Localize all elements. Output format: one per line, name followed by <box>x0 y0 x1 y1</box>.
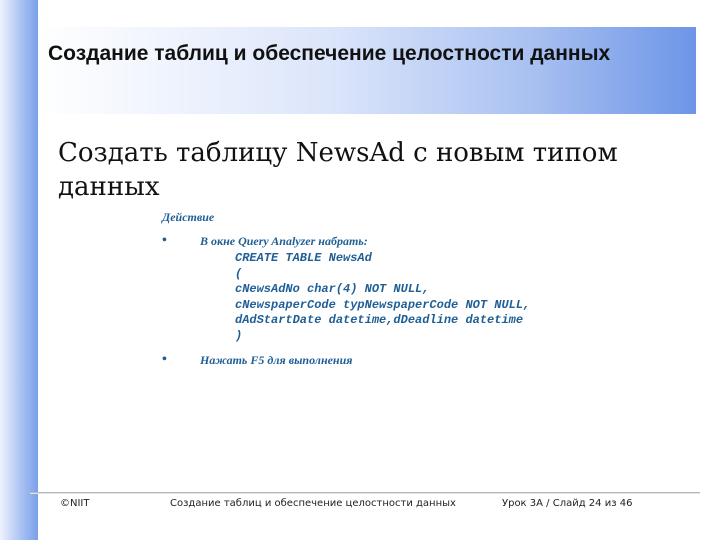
step-2-text: Нажать F5 для выполнения <box>200 353 353 367</box>
footer-copyright: ©NIIT <box>60 498 90 509</box>
slide-title: Создание таблиц и обеспечение целостности данных <box>48 42 611 65</box>
bullet-step-1 <box>162 233 682 249</box>
footer-course-title: Создание таблиц и обеспечение целостности данных <box>170 498 456 509</box>
code-line: ) <box>235 328 243 343</box>
slide-subtitle: Создать таблицу NewsAd с новым типом данных <box>58 138 618 202</box>
bullet-icon: • <box>162 233 167 248</box>
sql-code-block <box>235 251 682 344</box>
bullet-icon: • <box>162 352 167 367</box>
footer-slide-number: Урок 3A / Слайд 24 из 46 <box>502 498 633 509</box>
left-decorative-bar <box>0 0 38 540</box>
section-label: Действие <box>162 210 215 224</box>
code-line: ( <box>235 266 243 281</box>
bullet-step-2 <box>162 352 682 368</box>
step-1-text: В окне Query Analyzer набрать: <box>200 234 368 248</box>
code-line: CREATE TABLE NewsAd <box>235 251 372 265</box>
code-line: dAdStartDate datetime,dDeadline datetime <box>235 313 524 327</box>
slide-content <box>162 209 682 368</box>
code-line: cNewspaperCode typNewspaperCode NOT NULL, <box>235 297 531 312</box>
code-line: cNewsAdNo char(4) NOT NULL, <box>235 282 430 296</box>
footer-divider <box>30 492 700 494</box>
